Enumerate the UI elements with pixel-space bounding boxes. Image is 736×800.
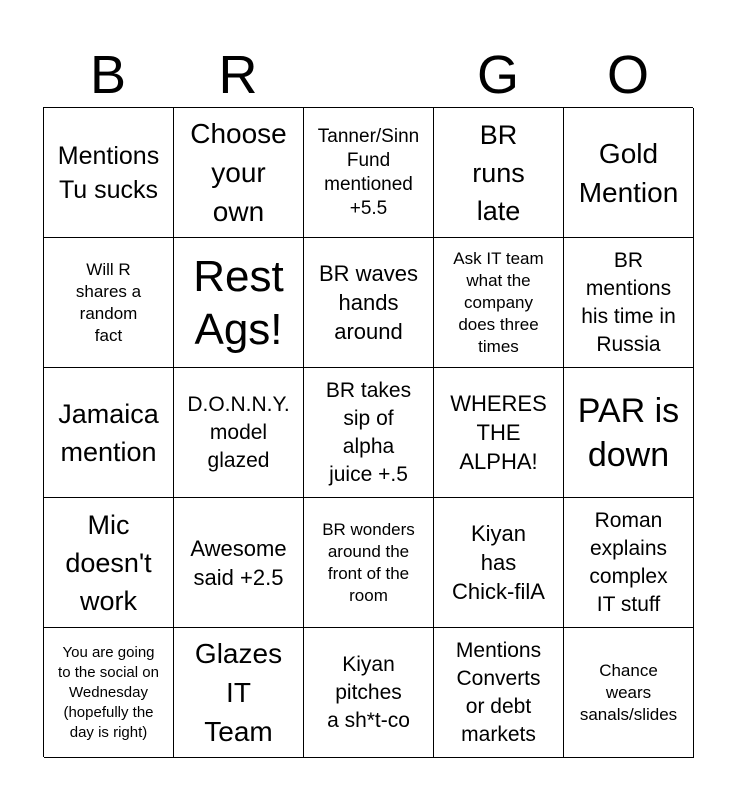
- bingo-cell[interactable]: [174, 108, 304, 238]
- cell-text: Will R shares a random fact: [75, 259, 142, 345]
- bingo-cell[interactable]: [304, 238, 434, 368]
- cell-text: Mic doesn't work: [65, 509, 152, 616]
- cell-text: Kiyan has Chick-filA: [452, 521, 545, 604]
- cell-text: Rest Ags!: [193, 251, 284, 354]
- bingo-header: [43, 42, 693, 108]
- bingo-cell[interactable]: [564, 498, 694, 628]
- cell-text: Chance wears sanals/slides: [579, 660, 678, 724]
- header-letter-b: B: [89, 45, 127, 105]
- bingo-cell[interactable]: [434, 238, 564, 368]
- cell-text: Ask IT team what the company does three times: [453, 248, 544, 356]
- cell-text: Tanner/Sinn Fund mentioned +5.5: [317, 125, 420, 219]
- bingo-cell[interactable]: [44, 368, 174, 498]
- bingo-cell[interactable]: [44, 498, 174, 628]
- cell-text: Kiyan pitches a sh*t-co: [327, 652, 410, 732]
- header-letter-g: G: [476, 45, 519, 105]
- bingo-cell[interactable]: [44, 238, 174, 368]
- bingo-cell[interactable]: [304, 108, 434, 238]
- cell-text: Gold Mention: [578, 137, 679, 208]
- cell-text: Choose your own: [190, 118, 287, 227]
- header-letter-r: R: [218, 45, 258, 105]
- cell-text: You are going to the social on Wednesday (hopefully the day is right): [58, 643, 159, 741]
- cell-text: BR wonders around the front of the room: [322, 519, 415, 605]
- bingo-grid: [43, 107, 693, 757]
- bingo-cell[interactable]: [174, 238, 304, 368]
- bingo-cell[interactable]: [564, 628, 694, 758]
- bingo-cell[interactable]: [174, 368, 304, 498]
- bingo-cell[interactable]: [44, 108, 174, 238]
- bingo-cell[interactable]: [44, 628, 174, 758]
- bingo-cell[interactable]: [564, 238, 694, 368]
- bingo-cell[interactable]: [434, 108, 564, 238]
- cell-text: PAR is down: [577, 391, 680, 474]
- bingo-cell[interactable]: [564, 108, 694, 238]
- cell-text: BR takes sip of alpha juice +.5: [325, 378, 412, 486]
- bingo-cell[interactable]: [304, 368, 434, 498]
- cell-text: D.O.N.N.Y. model glazed: [187, 392, 290, 472]
- bingo-cell[interactable]: [434, 498, 564, 628]
- cell-text: Mentions Tu sucks: [57, 141, 160, 204]
- bingo-cell[interactable]: [174, 628, 304, 758]
- cell-text: BR mentions his time in Russia: [581, 248, 676, 356]
- cell-text: WHERES THE ALPHA!: [450, 391, 547, 474]
- cell-text: BR runs late: [472, 119, 525, 226]
- bingo-cell[interactable]: [434, 628, 564, 758]
- header-letter-o: O: [606, 45, 649, 105]
- bingo-cell[interactable]: [434, 368, 564, 498]
- bingo-cell[interactable]: [304, 498, 434, 628]
- cell-text: BR waves hands around: [318, 261, 419, 344]
- cell-text: Jamaica mention: [58, 398, 159, 467]
- cell-text: Mentions Converts or debt markets: [455, 638, 542, 746]
- bingo-cell[interactable]: [564, 368, 694, 498]
- cell-text: Awesome said +2.5: [190, 535, 287, 590]
- cell-text: Glazes IT Team: [194, 638, 283, 747]
- bingo-cell[interactable]: [174, 498, 304, 628]
- bingo-cell[interactable]: [304, 628, 434, 758]
- cell-text: Roman explains complex IT stuff: [589, 508, 668, 616]
